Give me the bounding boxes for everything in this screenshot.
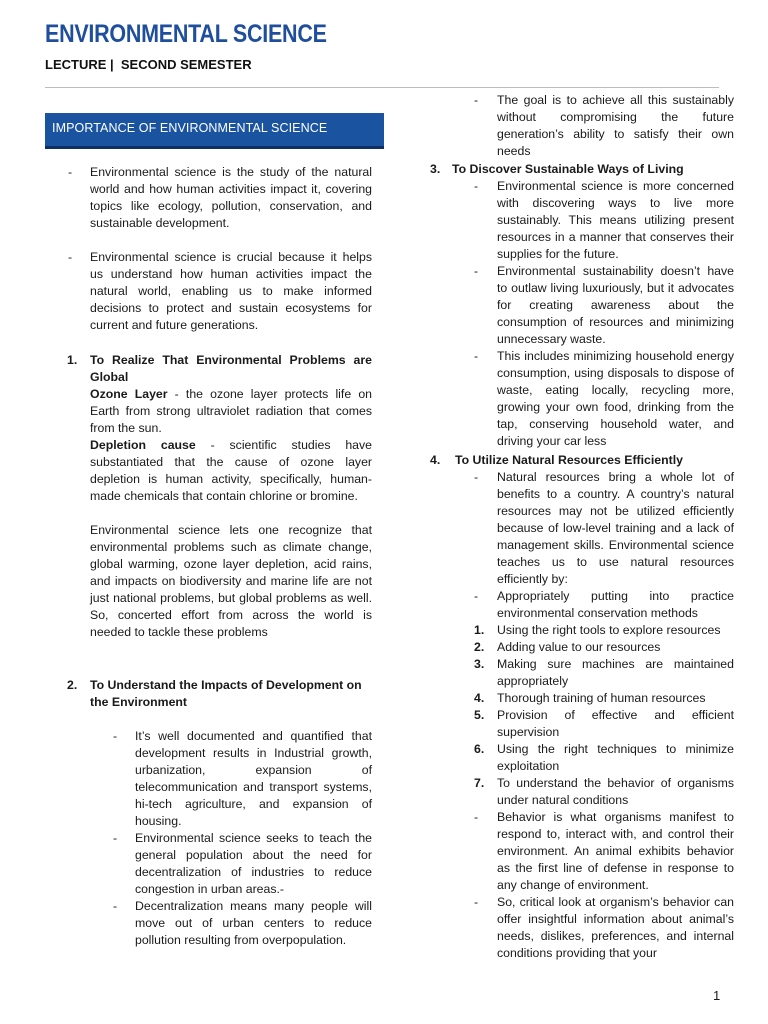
list-item: - The goal is to achieve all this sustainably without compromising the future generation’s ability to satisfy their own needs	[474, 93, 734, 158]
numbered-item: 5. Provision of effective and efficient supervision	[474, 708, 734, 739]
numbered-item: 7. To understand the behavior of organisms under natural conditions	[474, 776, 734, 807]
section-2-bullets	[113, 728, 372, 949]
list-item: - This includes minimizing household energy consumption, using disposals to dispose of waste, eating locally, recycling more, growing your own food, drinking from the tap, conserving household water, and driving your car less	[474, 349, 734, 448]
section-1	[67, 352, 372, 641]
list-item: - Natural resources bring a whole lot of benefits to a country. A country’s natural resources may not be utilized efficiently because of low-level training and a lack of management skills. Environmental science teaches us to use natural resources efficiently by:	[474, 470, 734, 586]
section-1-heading: 1. To Realize That Environmental Problems are Global	[67, 353, 372, 384]
depletion-definition: Depletion cause - scientific studies have substantiated that the cause of ozone layer depletion is human activity, specifically, human-made chemicals that contain chlorine or bromine.	[90, 438, 372, 503]
section-3	[430, 161, 734, 450]
numbered-item: 4. Thorough training of human resources	[474, 691, 706, 705]
section-3-heading: 3. To Discover Sustainable Ways of Living	[430, 162, 684, 176]
numbered-item: 3. Making sure machines are maintained appropriately	[474, 657, 734, 688]
list-item: - It’s well documented and quantified that development results in Industrial growth, urbanization, expansion of telecommunication and transport systems, hi-tech agriculture, and expansion of housing.	[113, 729, 372, 828]
list-item: - Environmental science seeks to teach the general population about the need for decentralization of industries to reduce congestion in urban areas.-	[113, 831, 372, 896]
intro-bullet: - Environmental science is crucial because it helps us understand how human activities impact the natural world, enabling us to make informed decisions to protect and sustain ecosystems for current and future generations.	[68, 250, 372, 332]
global-problems-paragraph: Environmental science lets one recognize that environmental problems such as climate change, global warming, ozone layer depletion, acid rains, and impacts on biodiversity and marine life are not just national problems, but global problems as well. So, concerted effort from across the world is needed to tackle these problems	[90, 523, 372, 639]
numbered-item: 6. Using the right techniques to minimize exploitation	[474, 742, 734, 773]
page-number: 1	[713, 988, 721, 1003]
header-divider	[45, 87, 719, 88]
section-banner: IMPORTANCE OF ENVIRONMENTAL SCIENCE	[45, 113, 384, 149]
list-item: - Behavior is what organisms manifest to respond to, interact with, and control their environment. An animal exhibits behavior as the first line of defense in response to any change of environment.	[474, 810, 734, 892]
section-2	[67, 677, 372, 711]
section-4	[430, 452, 734, 962]
list-item: - Decentralization means many people will move out of urban centers to reduce pollution resulting from overpopulation.	[113, 899, 372, 947]
list-item: - Environmental sustainability doesn’t have to outlaw living luxuriously, but it advocates for creating awareness about the consumption of resources and minimizing unnecessary waste.	[474, 264, 734, 346]
list-item: - Appropriately putting into practice environmental conservation methods	[474, 589, 734, 620]
section-2-heading: 2. To Understand the Impacts of Development on the Environment	[67, 678, 362, 709]
numbered-item: 2. Adding value to our resources	[474, 640, 661, 654]
numbered-item: 1. Using the right tools to explore resources	[474, 623, 721, 637]
document-subtitle: LECTURE | SECOND SEMESTER	[45, 57, 252, 72]
document-title: ENVIRONMENTAL SCIENCE	[45, 20, 327, 48]
section-4-heading: 4. To Utilize Natural Resources Efficiently	[430, 453, 684, 467]
intro-bullet: - Environmental science is the study of the natural world and how human activities impact it, covering topics like ecology, pollution, conservation, and sustainable development.	[68, 165, 372, 230]
list-item: - So, critical look at organism’s behavior can offer insightful information about animal’s needs, dislikes, preferences, and internal conditions providing that your	[474, 895, 734, 960]
list-item: - Environmental science is more concerned with discovering ways to live more sustainably. This means utilizing present resources in a manner that conserves their supplies for the future.	[474, 179, 734, 261]
ozone-definition: Ozone Layer - the ozone layer protects life on Earth from strong ultraviolet radiation that comes from the sun.	[90, 387, 372, 435]
